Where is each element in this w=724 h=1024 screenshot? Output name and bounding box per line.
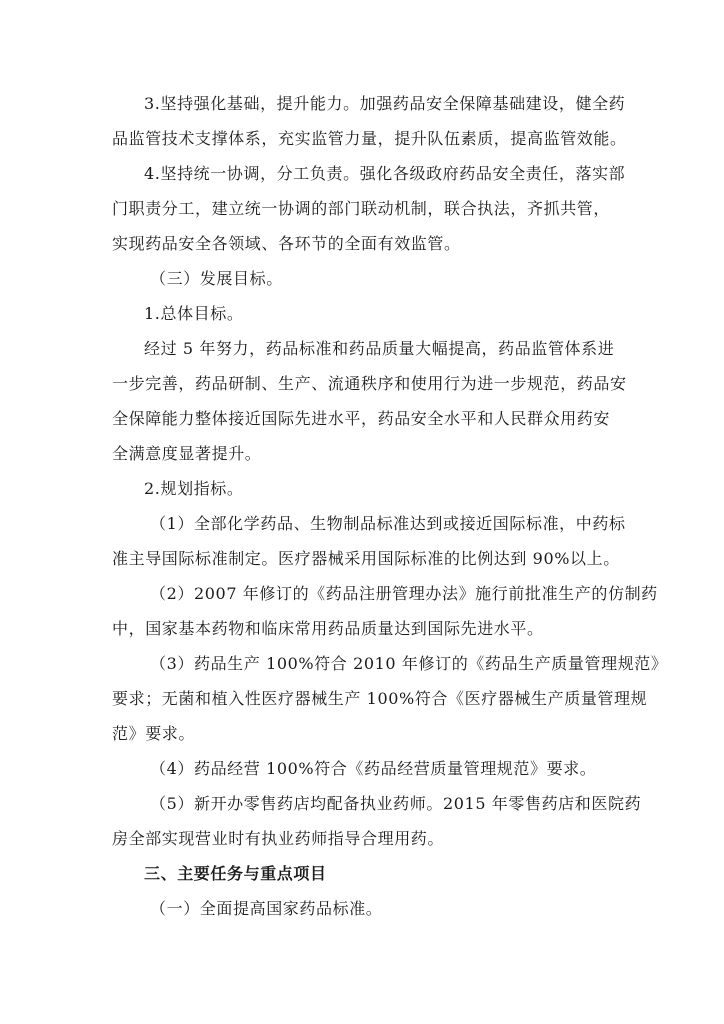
subsection-heading: 2.规划指标。 — [144, 479, 244, 498]
paragraph-line: 全保障能力整体接近国际先进水平，药品安全水平和人民群众用药安 — [112, 409, 611, 428]
paragraph-line: 准主导国际标准制定。医疗器械采用国际标准的比例达到 90%以上。 — [112, 549, 620, 568]
paragraph-line: 门职责分工，建立统一协调的部门联动机制，联合执法，齐抓共管， — [112, 199, 611, 218]
paragraph-line: 要求；无菌和植入性医疗器械生产 100%符合《医疗器械生产质量管理规 — [112, 689, 648, 708]
paragraph-line: （3）药品生产 100%符合 2010 年修订的《药品生产质量管理规范》 — [150, 654, 668, 673]
paragraph-line: 全满意度显著提升。 — [112, 444, 262, 463]
paragraph-line: （5）新开办零售药店均配备执业药师。2015 年零售药店和医院药 — [150, 794, 642, 813]
paragraph-line: 一步完善，药品研制、生产、流通秩序和使用行为进一步规范，药品安 — [112, 374, 627, 393]
paragraph-line: （2）2007 年修订的《药品注册管理办法》施行前批准生产的仿制药 — [150, 584, 658, 603]
paragraph-line: 品监管技术支撑体系，充实监管力量，提升队伍素质，提高监管效能。 — [112, 129, 627, 148]
paragraph-line: 房全部实现营业时有执业药师指导合理用药。 — [112, 829, 445, 848]
chapter-heading: 三、主要任务与重点项目 — [144, 864, 327, 883]
paragraph-line: 3.坚持强化基础，提升能力。加强药品安全保障基础建设，健全药 — [144, 94, 626, 113]
section-heading: （三）发展目标。 — [150, 269, 283, 288]
section-heading: （一）全面提高国家药品标准。 — [150, 899, 383, 918]
subsection-heading: 1.总体目标。 — [144, 304, 244, 323]
paragraph-line: 经过 5 年努力，药品标准和药品质量大幅提高，药品监管体系进 — [144, 339, 615, 358]
paragraph-line: 4.坚持统一协调，分工负责。强化各级政府药品安全责任，落实部 — [144, 164, 626, 183]
paragraph-line: 范》要求。 — [112, 724, 196, 743]
paragraph-line: （1）全部化学药品、生物制品标准达到或接近国际标准，中药标 — [150, 514, 626, 533]
paragraph-line: 中，国家基本药物和临床常用药品质量达到国际先进水平。 — [112, 619, 544, 638]
paragraph-line: （4）药品经营 100%符合《药品经营质量管理规范》要求。 — [150, 759, 597, 778]
paragraph-line: 实现药品安全各领域、各环节的全面有效监管。 — [112, 234, 461, 253]
